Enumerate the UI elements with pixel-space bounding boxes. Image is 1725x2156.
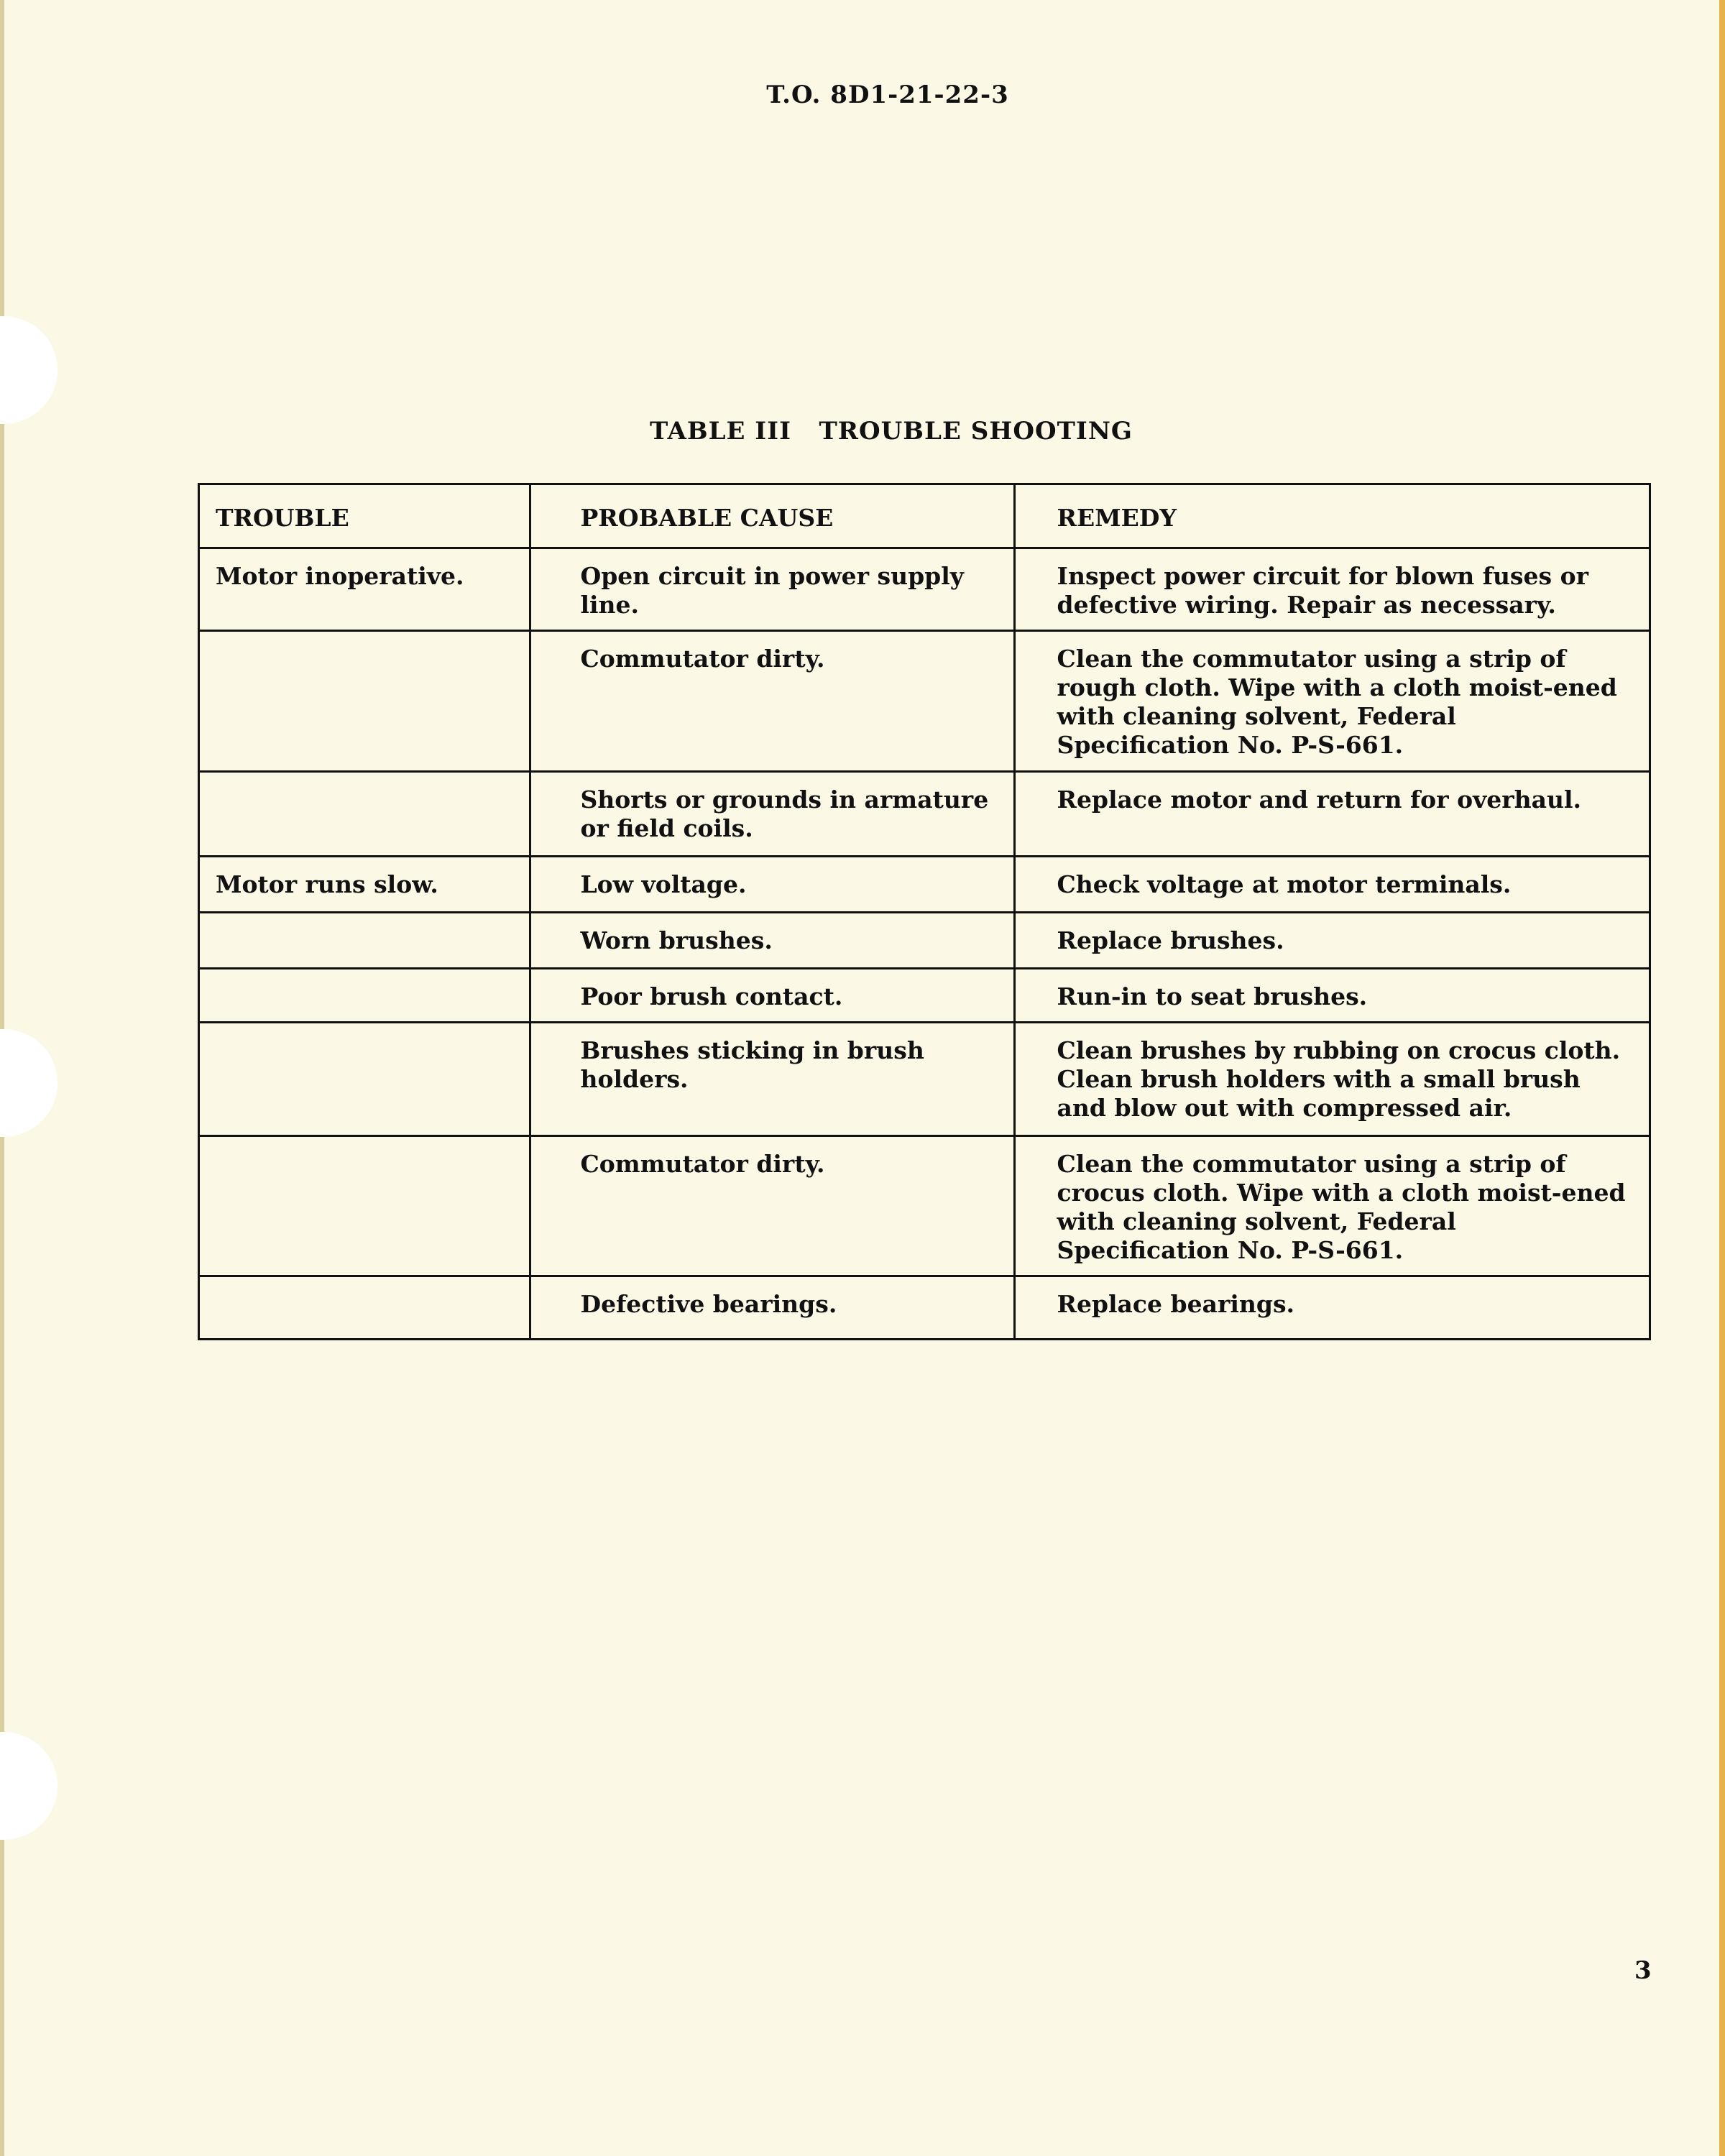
cause-cell: Open circuit in power supply line. [530,548,1014,631]
table-row [199,1276,1650,1340]
table-row [199,857,1650,913]
table-row [199,913,1650,969]
trouble-cell [199,772,530,857]
cause-cell: Worn brushes. [530,913,1014,969]
trouble-cell [199,1276,530,1340]
remedy-cell: Clean the commutator using a strip of rough cloth. Wipe with a cloth moist-ened with cleaning solvent, Federal Specification No. P-S-661. [1014,631,1650,772]
table-header-row [199,484,1650,548]
punch-hole-bottom [0,1732,58,1840]
table-row [199,969,1650,1023]
trouble-cell: Motor runs slow. [199,857,530,913]
table-row [199,772,1650,857]
table-title: TABLE III TROUBLE SHOOTING [650,417,1133,446]
cause-cell: Shorts or grounds in armature or field coils. [530,772,1014,857]
page-edge-right [1719,0,1725,2156]
troubleshooting-table [198,483,1651,1340]
cause-cell: Low voltage. [530,857,1014,913]
table-row [199,1136,1650,1276]
remedy-cell: Replace motor and return for overhaul. [1014,772,1650,857]
trouble-cell [199,1023,530,1136]
table-row [199,1023,1650,1136]
trouble-cell [199,631,530,772]
remedy-cell: Inspect power circuit for blown fuses or defective wiring. Repair as necessary. [1014,548,1650,631]
punch-hole-top [0,316,58,424]
column-header-probable-cause: PROBABLE CAUSE [530,484,1014,548]
remedy-cell: Replace brushes. [1014,913,1650,969]
cause-cell: Poor brush contact. [530,969,1014,1023]
remedy-cell: Run-in to seat brushes. [1014,969,1650,1023]
table-row [199,631,1650,772]
punch-hole-middle [0,1029,58,1137]
trouble-cell [199,969,530,1023]
remedy-cell: Check voltage at motor terminals. [1014,857,1650,913]
document-number: T.O. 8D1-21-22-3 [766,80,1009,109]
cause-cell: Commutator dirty. [530,1136,1014,1276]
table-row [199,548,1650,631]
cause-cell: Commutator dirty. [530,631,1014,772]
trouble-cell: Motor inoperative. [199,548,530,631]
page-number: 3 [1634,1956,1652,1985]
cause-cell: Defective bearings. [530,1276,1014,1340]
trouble-cell [199,1136,530,1276]
remedy-cell: Replace bearings. [1014,1276,1650,1340]
trouble-cell [199,913,530,969]
column-header-trouble: TROUBLE [199,484,530,548]
cause-cell: Brushes sticking in brush holders. [530,1023,1014,1136]
remedy-cell: Clean brushes by rubbing on crocus cloth. Clean brush holders with a small brush and blow out with compressed air. [1014,1023,1650,1136]
remedy-cell: Clean the commutator using a strip of crocus cloth. Wipe with a cloth moist-ened with cleaning solvent, Federal Specification No. P-S-661. [1014,1136,1650,1276]
column-header-remedy: REMEDY [1014,484,1650,548]
